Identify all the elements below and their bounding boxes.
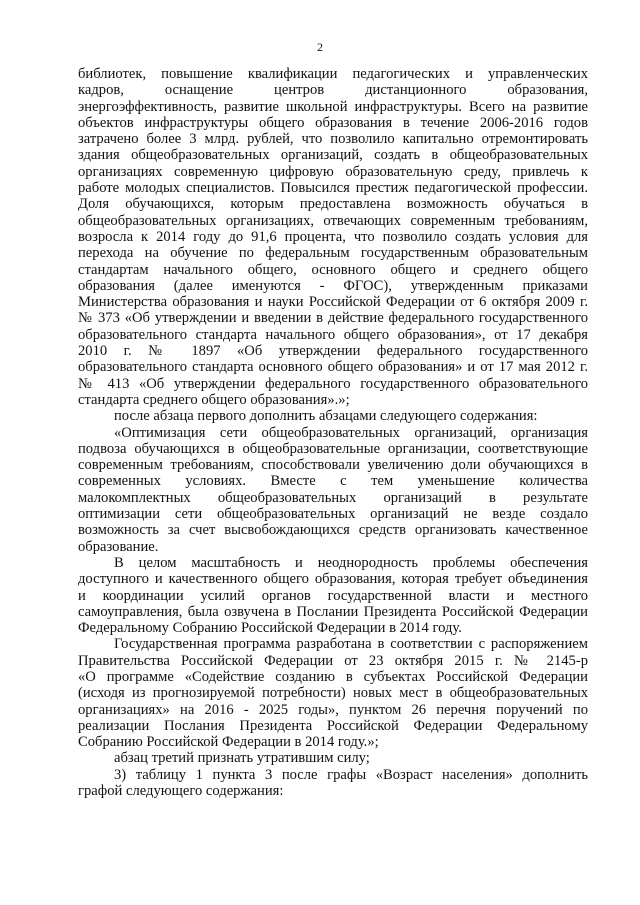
text-line: Правительства Российской Федерации от 23 октября 2015 г. № 2145-р <box>78 652 588 669</box>
text-line: «О программе «Содействие созданию в субъектах Российской Федерации <box>78 668 588 685</box>
paragraph <box>78 408 588 424</box>
text-line: В целом масштабность и неоднородность проблемы обеспечения <box>114 554 588 571</box>
text-line: реализации Послания Президента Российской Федерации Федеральному <box>78 717 588 734</box>
text-line: кадров, оснащение центров дистанционного образования, <box>78 82 588 99</box>
page-number: 2 <box>317 40 323 54</box>
paragraph <box>78 750 588 766</box>
text-line: образовательного стандарта основного общего образования» и от 17 мая 2012 г. <box>78 359 588 376</box>
text-line: доступного и качественного общего образования, которая требует объединения <box>78 571 588 588</box>
paragraph <box>78 767 588 800</box>
text-line: самоуправления, была озвучена в Послании Президента Российской Федерации <box>78 603 588 620</box>
paragraph <box>78 636 588 750</box>
text-line: современных условиях. Вместе с тем уменьшение количества <box>78 473 588 490</box>
text-line: образования (далее именуются - ФГОС), утвержденным приказами <box>78 277 588 294</box>
text-line: образование. <box>78 538 159 555</box>
text-line: организациях современную цифровую образовательную среду, привлечь к <box>78 163 588 180</box>
text-line: 3) таблицу 1 пункта 3 после графы «Возраст населения» дополнить <box>114 766 588 783</box>
text-line: энергоэффективность, развитие школьной инфраструктуры. Всего на развитие <box>78 98 588 115</box>
text-line: библиотек, повышение квалификации педагогических и управленческих <box>78 66 588 82</box>
text-line: Государственная программа разработана в соответствии с распоряжением <box>114 636 588 653</box>
text-line: стандарта среднего общего образования».»; <box>78 391 350 408</box>
text-line: после абзаца первого дополнить абзацами следующего содержания: <box>114 408 538 425</box>
text-line: Собранию Российской Федерации в 2014 году.»; <box>78 734 379 751</box>
text-line: стандартам начального общего, основного общего и среднего общего <box>78 261 588 278</box>
text-line: организациях» на 2016 - 2025 годы», пунктом 26 перечня поручений по <box>78 701 588 718</box>
text-line: Доля обучающихся, которым предоставлена возможность обучаться в <box>78 196 588 213</box>
text-line: № 373 «Об утверждении и введении в действие федерального государственного <box>78 310 588 327</box>
text-line: современным требованиям, способствовали увеличению доли обучающихся в <box>78 457 588 474</box>
text-line: оптимизации сети общеобразовательных организаций не везде создало <box>78 506 588 523</box>
text-line: возросла к 2014 году до 91,6 процента, что позволило создать условия для <box>78 228 588 245</box>
paragraph <box>78 425 588 555</box>
text-line: № 413 «Об утверждении федерального государственного образовательного <box>78 375 588 392</box>
text-line: графой следующего содержания: <box>78 783 284 800</box>
text-line: 2010 г. № 1897 «Об утверждении федерального государственного <box>78 343 588 360</box>
text-line: перехода на обучение по федеральным государственным образовательным <box>78 245 588 262</box>
text-line: абзац третий признать утратившим силу; <box>114 750 370 767</box>
text-line: возможность за счет высвобождающихся средств организовать качественное <box>78 522 588 539</box>
text-line: и координации усилий органов государственной власти и местного <box>78 587 588 604</box>
text-line: малокомплектных общеобразовательных организаций в результате <box>78 489 588 506</box>
text-line: Федеральному Собранию Российской Федерации в 2014 году. <box>78 620 462 637</box>
text-line: подвоза обучающихся в общеобразовательные организации, соответствующие <box>78 440 588 457</box>
paragraph <box>78 66 588 408</box>
text-line: Министерства образования и науки Российской Федерации от 6 октября 2009 г. <box>78 294 588 311</box>
paragraph <box>78 555 588 636</box>
text-line: образовательного стандарта начального общего образования», от 17 декабря <box>78 326 588 343</box>
text-line: объектов инфраструктуры общего образования в течение 2006-2016 годов <box>78 114 588 131</box>
text-line: (исходя из прогнозируемой потребности) новых мест в общеобразовательных <box>78 685 588 702</box>
document-body <box>78 66 588 799</box>
text-line: «Оптимизация сети общеобразовательных организаций, организация <box>114 424 588 441</box>
text-line: работе молодых специалистов. Повысился престиж педагогической профессии. <box>78 180 588 197</box>
text-line: здания общеобразовательных организаций, создать в общеобразовательных <box>78 147 588 164</box>
text-line: затрачено более 3 млрд. рублей, что позволило капитально отремонтировать <box>78 131 588 148</box>
text-line: общеобразовательных организациях, отвечающих современным требованиям, <box>78 212 588 229</box>
